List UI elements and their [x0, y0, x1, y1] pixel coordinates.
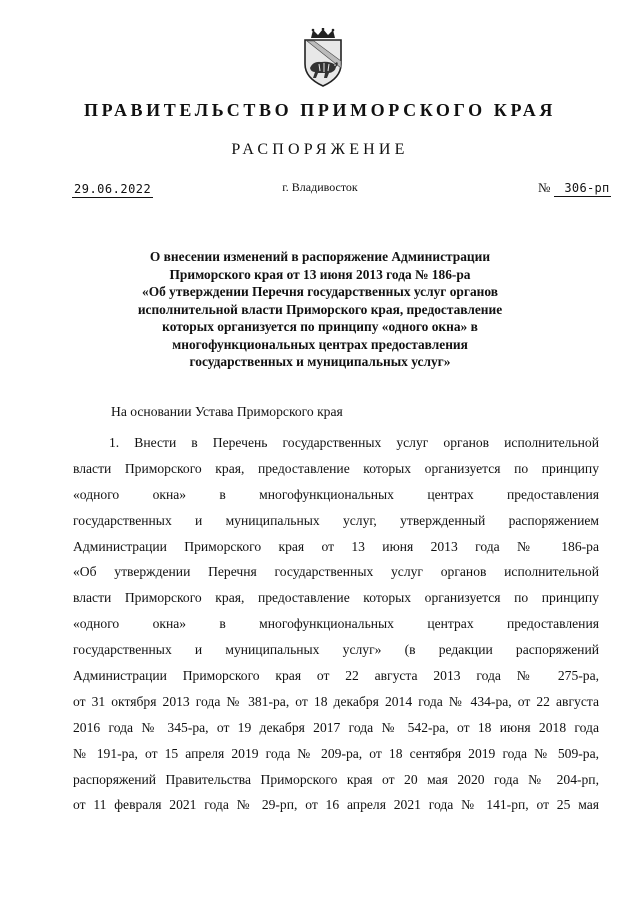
body-line: 2016 года № 345-ра, от 19 декабря 2017 года № 542-ра, от 18 июня 2018 года	[73, 719, 599, 735]
heading-line: которых организуется по принципу «одного окна» в	[162, 319, 478, 334]
heading-line: многофункциональных центрах предоставления	[172, 336, 468, 352]
body-line: государственных и муниципальных услуг» (в редакции распоряжений	[73, 642, 599, 658]
body-line: 1. Внести в Перечень государственных услуг органов исполнительной	[109, 435, 599, 450]
body-line: Администрации Приморского края от 13 июня 2013 года № 186-ра	[73, 538, 599, 554]
basis-paragraph: На основании Устава Приморского края	[111, 404, 343, 419]
number-value: 306-рп	[554, 181, 610, 197]
body-line: власти Приморского края, предоставление которых организуется по принципу	[73, 590, 599, 606]
body-line: государственных и муниципальных услуг, утвержденный распоряжением	[73, 512, 599, 528]
heading-line: исполнительной власти Приморского края, предоставление	[137, 301, 503, 317]
body-paragraph	[73, 430, 599, 818]
heading-line: О внесении изменений в распоряжение Администрации	[149, 249, 491, 264]
heading-line: Приморского края от 13 июня 2013 года № 186-ра	[169, 266, 471, 282]
government-title: ПРАВИТЕЛЬСТВО ПРИМОРСКОГО КРАЯ	[84, 100, 556, 120]
document-date: 29.06.2022	[74, 182, 152, 196]
body-line: распоряжений Правительства Приморского края от 20 мая 2020 года № 204-рп,	[73, 771, 599, 787]
body-line: «одного окна» в многофункциональных центрах предоставления	[73, 486, 599, 502]
coat-of-arms-icon	[299, 28, 347, 88]
document-meta	[0, 178, 640, 204]
document-heading	[110, 248, 530, 371]
document-city: г. Владивосток	[282, 180, 358, 194]
body-line: № 191-ра, от 15 апреля 2019 года № 209-ра, от 18 сентября 2019 года № 509-ра,	[73, 745, 599, 761]
heading-line: государственных и муниципальных услуг»	[189, 354, 451, 369]
body-line: власти Приморского края, предоставление которых организуется по принципу	[73, 460, 599, 476]
document-number	[538, 180, 611, 197]
document-type: РАСПОРЯЖЕНИЕ	[231, 141, 409, 158]
body-line: «одного окна» в многофункциональных центрах предоставления	[73, 616, 599, 632]
body-line: «Об утверждении Перечня государственных услуг органов исполнительной	[73, 564, 599, 580]
number-label: №	[538, 180, 551, 195]
heading-line: «Об утверждении Перечня государственных услуг органов	[142, 284, 498, 299]
body-line: от 31 октября 2013 года № 381-ра, от 18 декабря 2014 года № 434-ра, от 22 августа	[73, 693, 599, 709]
body-line: от 11 февраля 2021 года № 29-рп, от 16 апреля 2021 года № 141-рп, от 25 мая	[73, 797, 599, 813]
body-line: Администрации Приморского края от 22 августа 2013 года № 275-ра,	[73, 668, 599, 684]
